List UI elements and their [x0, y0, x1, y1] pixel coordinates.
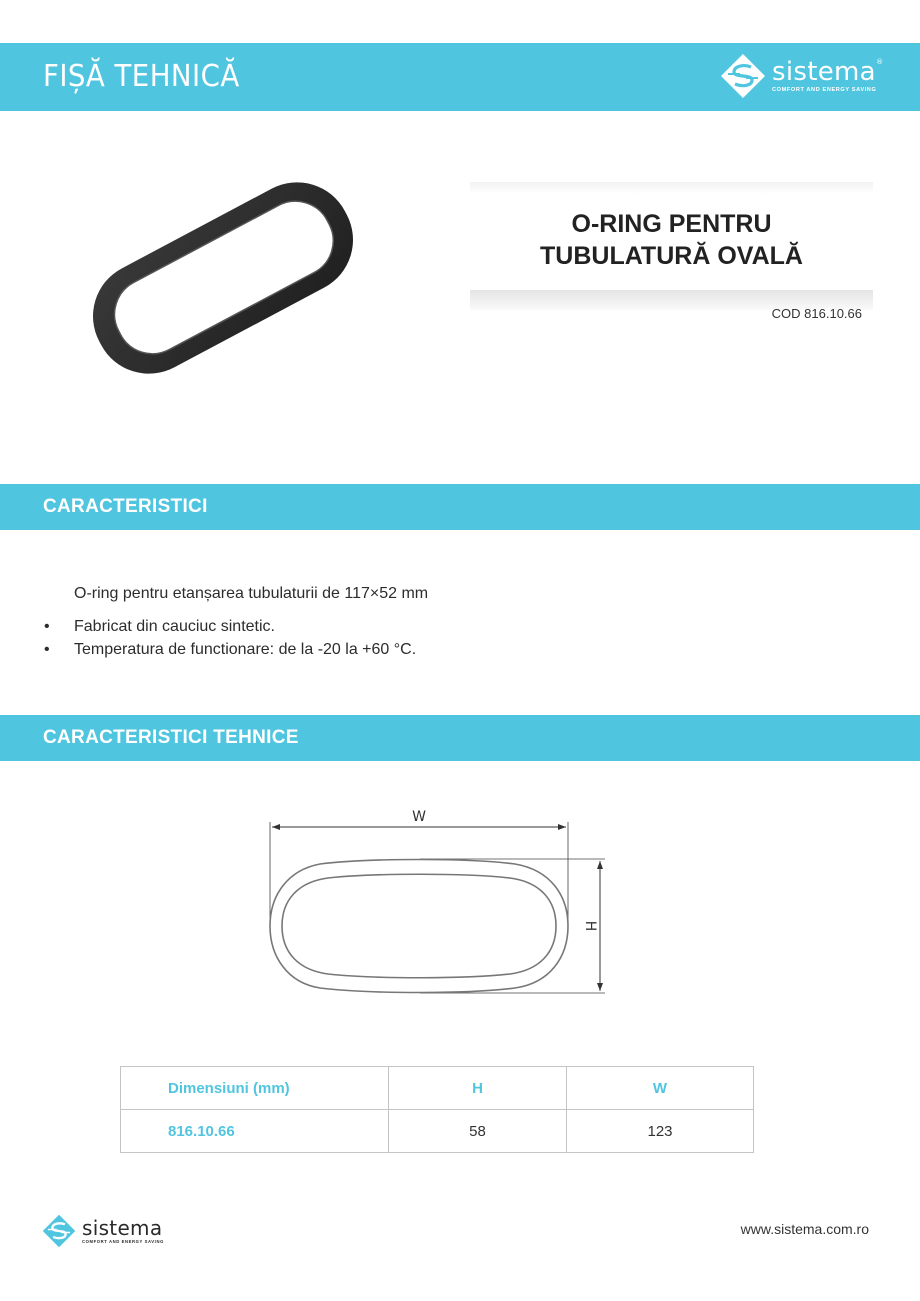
page-title: FIȘĂ TEHNICĂ — [43, 59, 240, 94]
list-item: • Fabricat din cauciuc sintetic. — [44, 615, 416, 638]
header-logo — [720, 53, 884, 99]
website-link[interactable]: www.sistema.com.ro — [740, 1221, 869, 1237]
logo-wordmark: sistema ® — [772, 56, 884, 87]
table-row — [121, 1110, 754, 1153]
list-item: • Temperatura de functionare: de la -20 la +60 °C. — [44, 638, 416, 661]
column-header: Dimensiuni (mm) — [121, 1067, 389, 1110]
header-band — [0, 43, 920, 111]
svg-text:H: H — [582, 920, 598, 932]
oval-o-ring-photo — [92, 150, 354, 405]
table-cell-code: 816.10.66 — [121, 1110, 389, 1153]
section-title: CARACTERISTICI — [43, 496, 208, 517]
bullet-icon: • — [44, 618, 50, 635]
table-header-row — [121, 1067, 754, 1110]
section-title: CARACTERISTICI TEHNICE — [43, 727, 299, 748]
logo-tagline: COMFORT AND ENERGY SAVING — [772, 86, 877, 93]
product-code: COD 816.10.66 — [771, 306, 862, 321]
section-header-characteristics — [0, 484, 920, 530]
product-title: O-RING PENTRU TUBULATURĂ OVALĂ — [540, 210, 803, 270]
column-header: H — [389, 1067, 567, 1110]
product-title-box — [470, 182, 873, 310]
logo-tagline: COMFORT AND ENERGY SAVING — [82, 1238, 164, 1244]
table-cell-w: 123 — [567, 1110, 754, 1153]
logo-wordmark: sistema — [82, 1215, 163, 1240]
svg-text:W: W — [412, 809, 426, 825]
dimension-drawing — [260, 800, 620, 1000]
section-header-technical — [0, 715, 920, 761]
characteristics-list — [44, 615, 416, 661]
sistema-logo-icon — [42, 1214, 76, 1248]
dimensions-table — [120, 1066, 754, 1153]
sistema-logo-icon — [720, 53, 766, 99]
footer-logo — [42, 1214, 164, 1248]
table-cell-h: 58 — [389, 1110, 567, 1153]
column-header: W — [567, 1067, 754, 1110]
characteristics-intro: O-ring pentru etanșarea tubulaturii de 117×52 mm — [74, 585, 429, 602]
bullet-icon: • — [44, 641, 50, 658]
